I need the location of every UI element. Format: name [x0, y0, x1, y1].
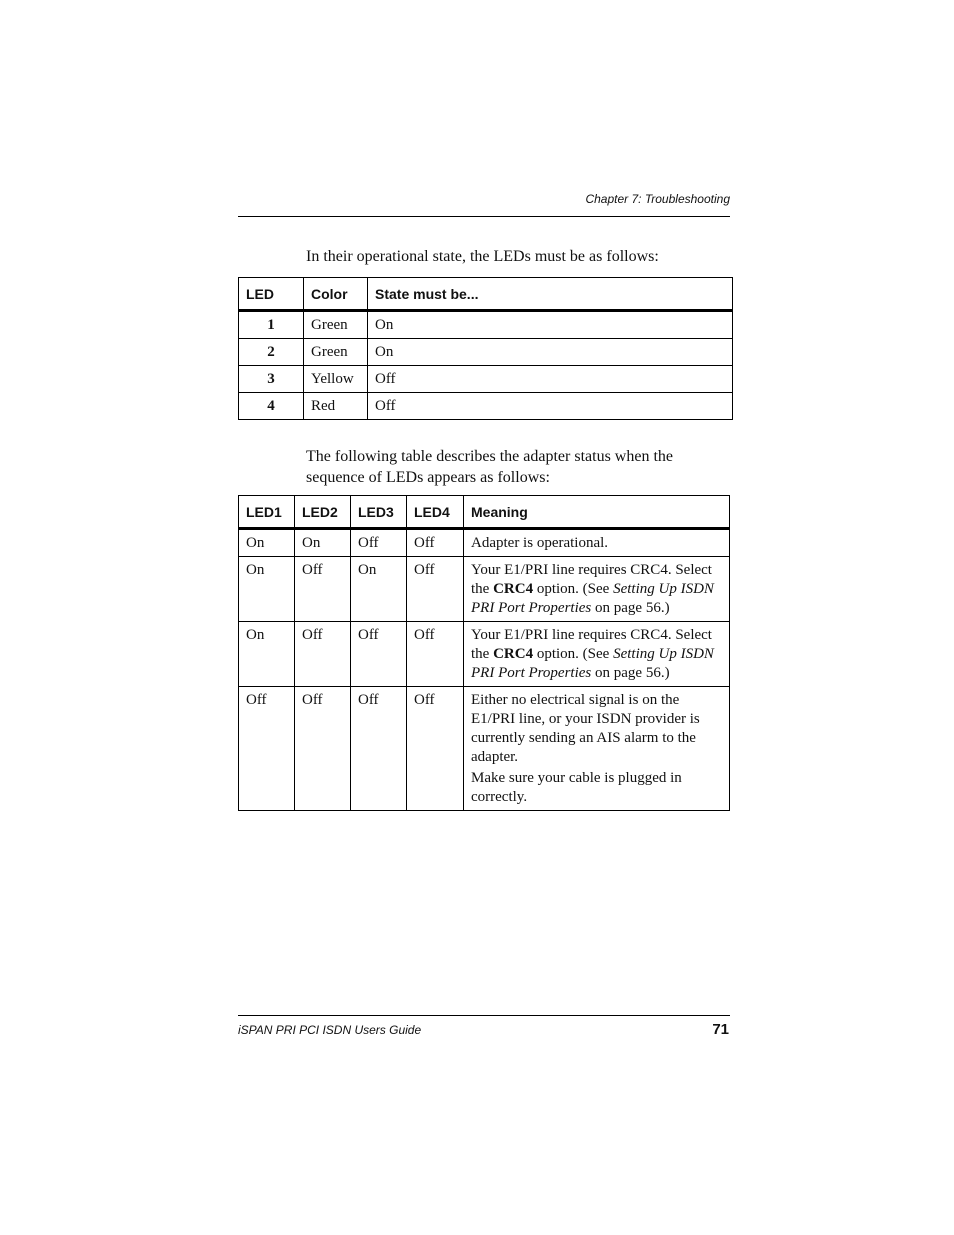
- meaning-text: option. (See: [533, 646, 614, 662]
- table-row: [239, 339, 733, 366]
- cross-reference: Setting Up ISDN PRI Port Properties: [471, 646, 714, 681]
- column-header: Color: [304, 278, 368, 311]
- led-color: Green: [304, 339, 368, 366]
- led-color: Yellow: [304, 366, 368, 393]
- led-color: Red: [304, 393, 368, 420]
- meaning-text: option. (See: [533, 581, 614, 597]
- table-row: [239, 557, 730, 622]
- meaning-cell: [464, 687, 730, 811]
- meaning-cell: Adapter is operational.: [464, 529, 730, 557]
- intro-paragraph-1: In their operational state, the LEDs must be as follows:: [306, 248, 659, 265]
- led2-cell: Off: [295, 557, 351, 622]
- meaning-text: Your E1/PRI line requires CRC4. Select the: [471, 562, 712, 597]
- led1-cell: Off: [239, 687, 295, 811]
- led-state-table: [238, 277, 733, 420]
- led1-cell: On: [239, 557, 295, 622]
- table-row: [239, 393, 733, 420]
- meaning-cell: [464, 622, 730, 687]
- led-state: Off: [368, 393, 733, 420]
- column-header: LED2: [295, 496, 351, 529]
- led3-cell: Off: [351, 622, 407, 687]
- led3-cell: Off: [351, 529, 407, 557]
- led-state: Off: [368, 366, 733, 393]
- led-color: Green: [304, 311, 368, 339]
- led2-cell: Off: [295, 687, 351, 811]
- meaning-cell: [464, 557, 730, 622]
- meaning-text: on page 56.): [591, 600, 670, 616]
- led-number: 3: [239, 366, 304, 393]
- table-header-row: [239, 278, 733, 311]
- led-number: 2: [239, 339, 304, 366]
- led3-cell: Off: [351, 687, 407, 811]
- led-number: 4: [239, 393, 304, 420]
- led4-cell: Off: [407, 529, 464, 557]
- column-header: State must be...: [368, 278, 733, 311]
- led-number: 1: [239, 311, 304, 339]
- led1-cell: On: [239, 622, 295, 687]
- crc4-option-name: CRC4: [493, 581, 534, 597]
- column-header: Meaning: [464, 496, 730, 529]
- led4-cell: Off: [407, 687, 464, 811]
- led4-cell: Off: [407, 557, 464, 622]
- page-number: 71: [712, 1021, 729, 1038]
- table-row: [239, 311, 733, 339]
- column-header: LED: [239, 278, 304, 311]
- column-header: LED4: [407, 496, 464, 529]
- led2-cell: Off: [295, 622, 351, 687]
- table-row: [239, 529, 730, 557]
- meaning-text: on page 56.): [591, 665, 670, 681]
- meaning-paragraph: Either no electrical signal is on the E1/PRI line, or your ISDN provider is currently sending an AIS alarm to the adapter.: [471, 692, 700, 765]
- table-row: [239, 366, 733, 393]
- adapter-status-table: [238, 495, 730, 811]
- footer-rule: [238, 1015, 730, 1016]
- led-state: On: [368, 311, 733, 339]
- table-row: [239, 687, 730, 811]
- crc4-option-name: CRC4: [493, 646, 534, 662]
- led4-cell: Off: [407, 622, 464, 687]
- led3-cell: On: [351, 557, 407, 622]
- running-header: Chapter 7: Troubleshooting: [585, 192, 730, 206]
- table-header-row: [239, 496, 730, 529]
- column-header: LED1: [239, 496, 295, 529]
- column-header: LED3: [351, 496, 407, 529]
- footer-book-title: iSPAN PRI PCI ISDN Users Guide: [238, 1023, 422, 1037]
- led1-cell: On: [239, 529, 295, 557]
- table-row: [239, 622, 730, 687]
- led-state: On: [368, 339, 733, 366]
- meaning-text: Your E1/PRI line requires CRC4. Select the: [471, 627, 712, 662]
- intro-paragraph-2: The following table describes the adapter status when the sequence of LEDs appears as follows:: [306, 448, 673, 486]
- cross-reference: Setting Up ISDN PRI Port Properties: [471, 581, 714, 616]
- meaning-paragraph: Make sure your cable is plugged in correctly.: [471, 770, 682, 805]
- led2-cell: On: [295, 529, 351, 557]
- header-rule: [238, 216, 730, 217]
